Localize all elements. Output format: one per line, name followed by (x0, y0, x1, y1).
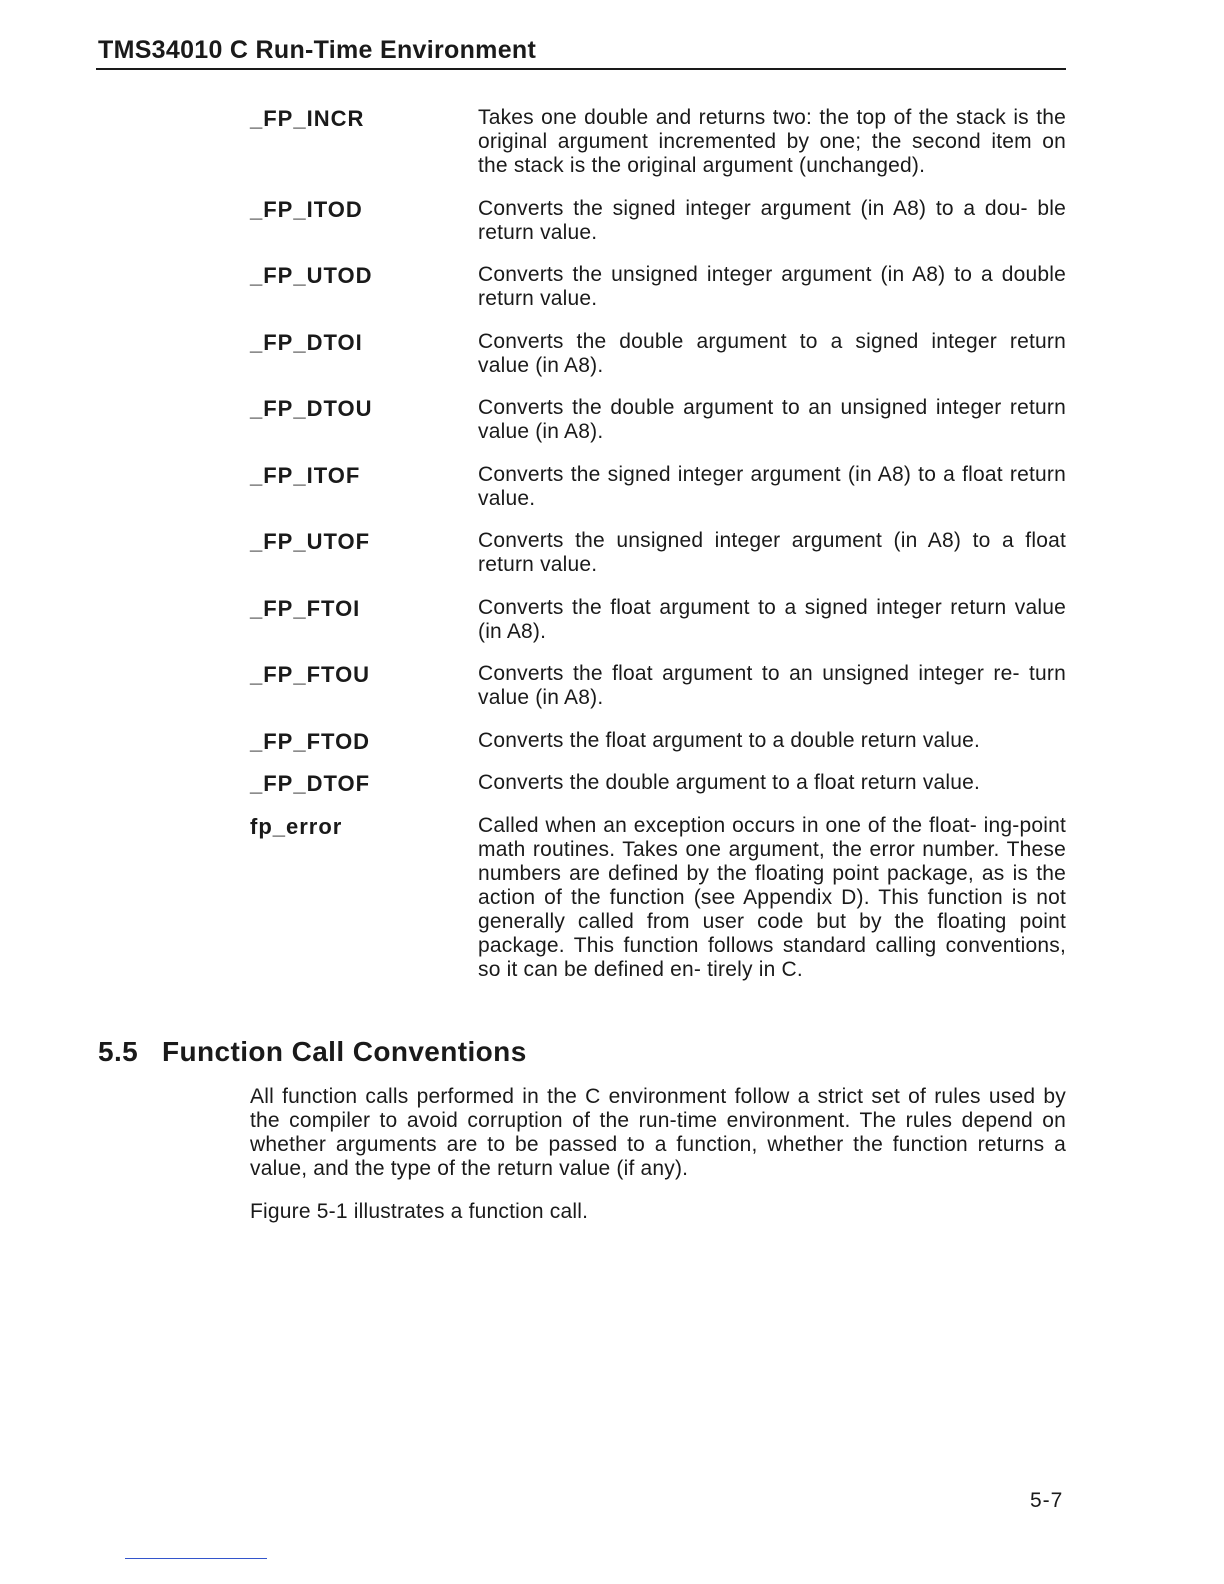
footer-rule (125, 1558, 267, 1559)
function-description: Converts the float argument to a double return value. (478, 729, 981, 752)
section-heading (98, 1036, 527, 1068)
section-title: Function Call Conventions (162, 1036, 527, 1067)
function-name: _FP_DTOI (250, 330, 363, 355)
function-description: Converts the signed integer argument (in A8) to a dou- ble return value. (478, 197, 1066, 244)
function-description: Called when an exception occurs in one of the float- ing-point math routines. Takes one argument, the error number. These numbers are defined by the floating point package, as is the action of the function (see Appendix D). This function is not generally called from user code but by the floating point package. This function follows standard calling conventions, so it can be defined en- tirely in C. (478, 814, 1066, 981)
function-name: _FP_UTOD (250, 263, 373, 288)
function-name: _FP_UTOF (250, 529, 371, 554)
body-paragraph: All function calls performed in the C environment follow a strict set of rules used by the compiler to avoid corruption of the run-time environment. The rules depend on whether arguments are to be passed to a function, whether the function returns a value, and the type of the return value (if any). (250, 1085, 1066, 1180)
body-paragraph: Figure 5-1 illustrates a function call. (250, 1200, 589, 1223)
page-number: 5-7 (1030, 1489, 1064, 1512)
function-description: Converts the unsigned integer argument (in A8) to a float return value. (478, 529, 1066, 576)
function-name: _FP_ITOF (250, 463, 361, 488)
function-name: _FP_FTOI (250, 596, 361, 621)
function-description: Converts the unsigned integer argument (in A8) to a double return value. (478, 263, 1066, 310)
function-name: _FP_FTOU (250, 662, 371, 687)
function-name: _FP_DTOF (250, 771, 371, 796)
function-description: Converts the signed integer argument (in A8) to a float return value. (478, 463, 1066, 510)
function-name: _FP_FTOD (250, 729, 371, 754)
function-description: Converts the float argument to an unsigned integer re- turn value (in A8). (478, 662, 1066, 709)
function-description: Converts the double argument to a float return value. (478, 771, 981, 794)
function-description: Converts the double argument to a signed integer return value (in A8). (478, 330, 1066, 377)
running-header-title: TMS34010 C Run-Time Environment (98, 36, 537, 64)
function-description: Converts the double argument to an unsigned integer return value (in A8). (478, 396, 1066, 443)
function-name: _FP_ITOD (250, 197, 363, 222)
function-name: _FP_DTOU (250, 396, 373, 421)
function-name: fp_error (250, 814, 343, 839)
section-number: 5.5 (98, 1036, 139, 1067)
function-description: Converts the float argument to a signed integer return value (in A8). (478, 596, 1066, 643)
header-rule (96, 68, 1066, 70)
function-description: Takes one double and returns two: the top of the stack is the original argument incremented by one; the second item on the stack is the original argument (unchanged). (478, 106, 1066, 177)
function-name: _FP_INCR (250, 106, 365, 131)
